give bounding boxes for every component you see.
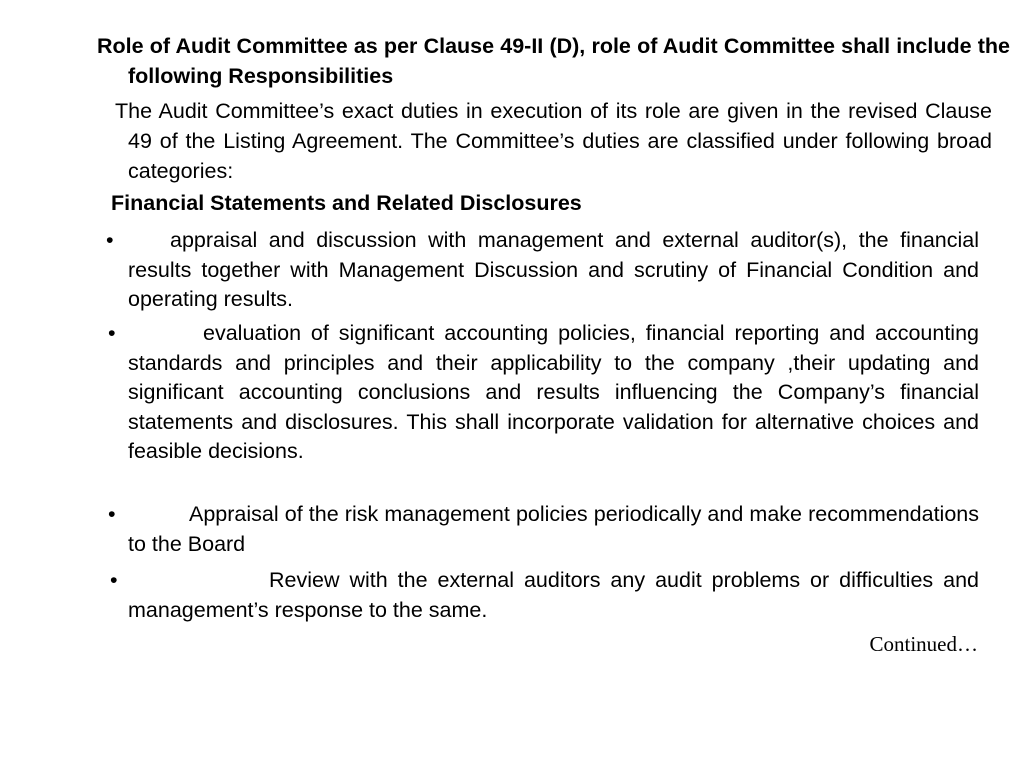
bullet-dot-2: • bbox=[108, 321, 116, 345]
bullet-item-3 bbox=[128, 500, 979, 559]
bullet-dot-4: • bbox=[110, 568, 118, 592]
slide-heading: Role of Audit Committee as per Clause 49-II (D), role of Audit Committee shall include the following Responsibilities bbox=[97, 34, 1010, 88]
bullet-text-3: Appraisal of the risk management policies periodically and make recommendations to the Board bbox=[128, 502, 979, 556]
section-subheading: Financial Statements and Related Disclosures bbox=[111, 191, 582, 215]
bullet-text-4: Review with the external auditors any audit problems or difficulties and management’s response to the same. bbox=[128, 568, 979, 622]
bullet-item-2 bbox=[128, 319, 979, 467]
bullet-dot-3: • bbox=[108, 502, 116, 526]
intro-paragraph: The Audit Committee’s exact duties in execution of its role are given in the revised Clause 49 of the Listing Agreement. The Committee’s duties are classified under following broad categories: bbox=[115, 99, 992, 183]
bullet-dot-1: • bbox=[106, 228, 114, 252]
bullet-item-4 bbox=[128, 566, 979, 625]
bullet-item-1 bbox=[128, 226, 979, 315]
bullet-text-2: evaluation of significant accounting policies, financial reporting and accounting standards and principles and their applicability to the company ,their updating and significant accounting conclusions and results influencing the Company’s financial statements and disclosures. This shall incorporate validation for alternative choices and feasible decisions. bbox=[128, 321, 979, 463]
continued-label: Continued… bbox=[869, 632, 978, 656]
bullet-text-1: appraisal and discussion with management and external auditor(s), the financial results together with Management Discussion and scrutiny of Financial Condition and operating results. bbox=[128, 228, 979, 311]
